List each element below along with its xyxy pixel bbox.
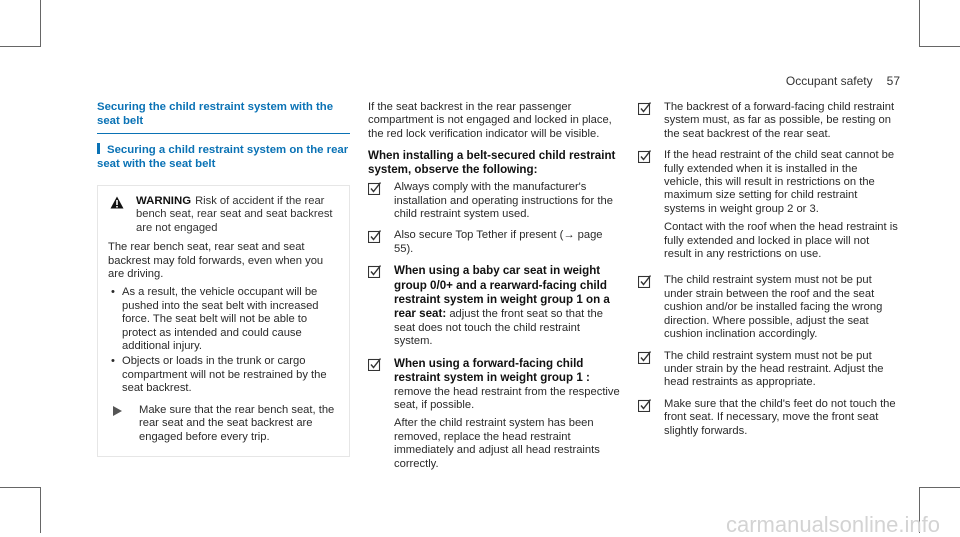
checkbox-icon	[368, 264, 384, 348]
warning-text: WARNING Risk of accident if the rear bench seat, rear seat and seat backrest are not engaged	[136, 195, 333, 234]
check-item: Make sure that the child's feet do not touch the front seat. If necessary, move the front seat slightly forwards.	[638, 398, 898, 438]
crop-mark	[40, 0, 41, 47]
checkbox-icon	[368, 357, 384, 476]
page-header	[786, 75, 900, 88]
warning-box	[97, 185, 350, 457]
warning-label: WARNING	[136, 195, 192, 207]
check-bold: When using a forward-facing child restraint system in weight group 1 :	[394, 356, 590, 385]
warning-list	[108, 286, 339, 395]
check-extra: Contact with the roof when the head restraint is fully extended and locked in place will not result in any restrictions on use.	[664, 221, 898, 261]
checkbox-icon	[638, 149, 654, 266]
check-item: When using a forward-facing child restraint system in weight group 1 : remove the head restraint from the respective seat, if possible. After the child restraint system has been removed, replace the head restraint immediately and adjust all head restraints correctly.	[368, 357, 620, 476]
check-item: Also secure Top Tether if present (→ page 55).	[368, 229, 620, 256]
check-extra: After the child restraint system has been removed, replace the head restraint immediately and adjust all head restraints correctly.	[394, 417, 600, 470]
crop-mark	[40, 487, 41, 533]
section-heading: When installing a belt-secured child restraint system, observe the following:	[368, 149, 616, 177]
checkbox-icon	[638, 398, 654, 438]
warning-row	[108, 195, 339, 235]
list-item: • As a result, the vehicle occupant will be pushed into the seat belt with increased force. The seat belt will not be able to protect as intended and could cause additional injury.	[108, 286, 339, 353]
checkbox-icon	[368, 181, 384, 221]
tip-text: Make sure that the rear bench seat, the rear seat and the seat backrest are engaged before every trip.	[139, 403, 335, 443]
watermark: carmanualsonline.info	[725, 511, 940, 537]
checkbox-icon	[638, 274, 654, 341]
column-left	[97, 101, 350, 457]
page-number: 57	[886, 74, 900, 88]
warning-triangle-icon	[108, 195, 128, 235]
tip-row	[108, 404, 339, 444]
checkbox-icon	[638, 350, 654, 390]
crop-mark	[0, 487, 41, 488]
crop-mark	[0, 46, 41, 47]
header-section: Occupant safety	[785, 74, 873, 88]
crop-mark	[919, 487, 960, 488]
checkbox-icon	[368, 229, 384, 256]
section-title: Securing the child restraint system with the seat belt	[97, 101, 350, 134]
column-middle	[368, 101, 620, 484]
check-item: The child restraint system must not be put under strain by the head restraint. Adjust the head restraints as appropriate.	[638, 350, 898, 390]
checkbox-icon	[638, 101, 654, 141]
check-item: When using a baby car seat in weight group 0/0+ and a rearward-facing child restraint system in weight group 1 on a rear seat: adjust the front seat so that the seat does not touch the child restraint system.	[368, 264, 620, 348]
subsection-bar	[97, 143, 100, 154]
column-right	[638, 101, 898, 446]
intro-paragraph: If the seat backrest in the rear passenger compartment is not engaged and locked in place, the red lock verification indicator will be visible.	[368, 101, 612, 140]
crop-mark	[919, 0, 920, 47]
check-item: If the head restraint of the child seat cannot be fully extended when it is installed in the vehicle, this will result in restrictions on the maximum size setting for child restraint systems in weight group 2 or 3. Contact with the roof when the head restraint is fully extended and locked in place will not result in any restrictions on use.	[638, 149, 898, 266]
check-item: The backrest of a forward-facing child restraint system must, as far as possible, be resting on the seat backrest of the rear seat.	[638, 101, 898, 141]
subsection-title: Securing a child restraint system on the rear seat with the seat belt	[97, 144, 349, 170]
crop-mark	[919, 46, 960, 47]
check-item: Always comply with the manufacturer's installation and operating instructions for the child restraint system used.	[368, 181, 620, 221]
check-item: The child restraint system must not be put under strain between the roof and the seat cushion and/or be installed facing the wrong direction. Where possible, adjust the seat cushion inclination accordingly.	[638, 274, 898, 341]
check-bold: When using a baby car seat in weight group 0/0+ and a rearward-facing child restraint system in weight group 1 on a rear seat:	[394, 264, 610, 321]
arrow-right-icon	[108, 404, 133, 444]
list-item: • Objects or loads in the trunk or cargo compartment will not be restrained by the seat backrest.	[108, 355, 339, 395]
warning-intro: The rear bench seat, rear seat and seat backrest may fold forwards, even when you are driving.	[108, 241, 324, 281]
